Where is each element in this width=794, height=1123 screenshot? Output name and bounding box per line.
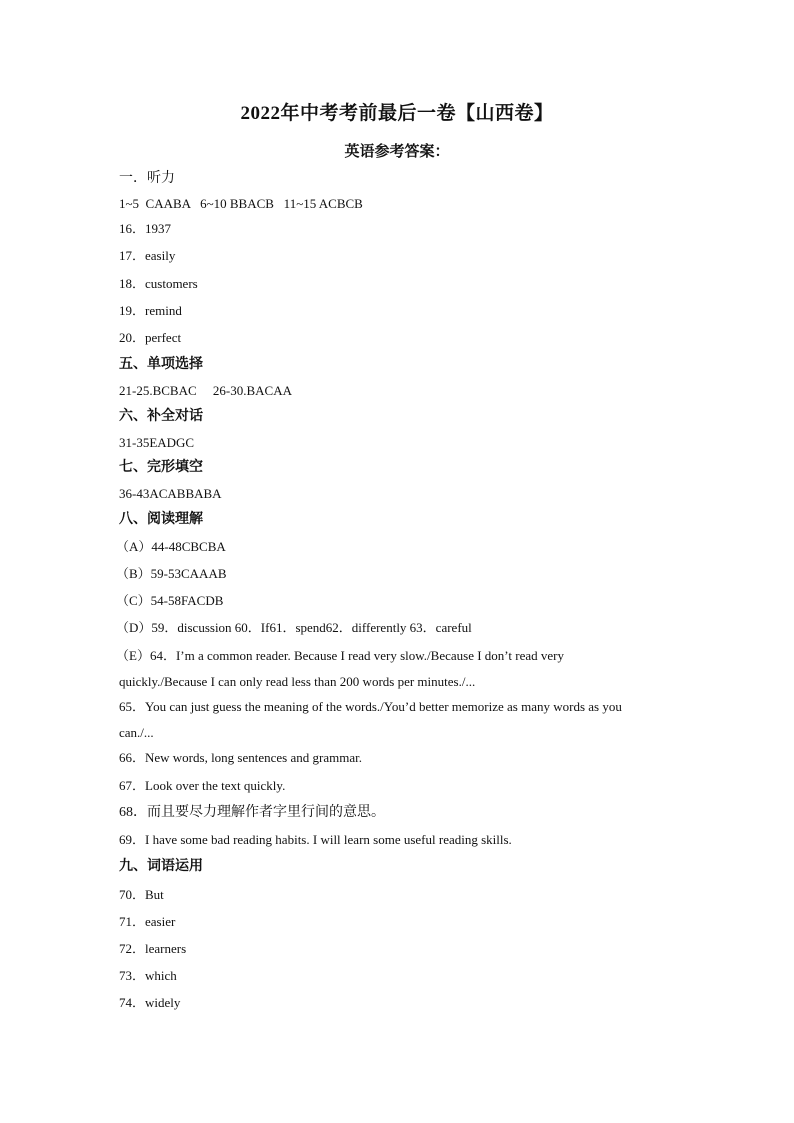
- answer-line: 36-43ACABBABA: [119, 486, 222, 501]
- answer-line: 16．1937: [119, 221, 172, 236]
- section-heading-reading: 八、阅读理解: [119, 512, 203, 527]
- section-heading-single-choice: 五、单项选择: [119, 357, 203, 372]
- answer-line: 21-25.BCBAC 26-30.BACAA: [119, 383, 292, 398]
- answer-line: 68．而且要尽力理解作者字里行间的意思。: [119, 805, 385, 820]
- answer-line: 17．easily: [119, 248, 176, 263]
- answer-line: 31-35EADGC: [119, 435, 195, 450]
- answer-line: can./...: [119, 725, 154, 740]
- answer-line: 18．customers: [119, 276, 198, 291]
- section-heading-listening: 一．听力: [119, 171, 175, 186]
- answer-line: 20．perfect: [119, 330, 182, 345]
- answer-line: quickly./Because I can only read less than 200 words per minutes./...: [119, 674, 476, 689]
- answer-line: 69．I have some bad reading habits. I will learn some useful reading skills.: [119, 832, 512, 847]
- answer-line: 74．widely: [119, 995, 181, 1010]
- answer-line: 70．But: [119, 887, 164, 902]
- answer-line: （A）44-48CBCBA: [116, 539, 226, 554]
- answer-line: 67．Look over the text quickly.: [119, 778, 286, 793]
- section-heading-word-usage: 九、词语运用: [119, 859, 203, 874]
- answer-line: （E）64．I’m a common reader. Because I read very slow./Because I don’t read very: [116, 648, 564, 663]
- answer-line: 71．easier: [119, 914, 176, 929]
- answer-line: （B）59-53CAAAB: [116, 566, 227, 581]
- answer-line: （C）54-58FACDB: [116, 593, 224, 608]
- answer-line: 73．which: [119, 968, 177, 983]
- document-title: 2022年中考考前最后一卷【山西卷】: [240, 103, 554, 124]
- section-heading-cloze: 七、完形填空: [119, 460, 203, 475]
- answer-line: 65．You can just guess the meaning of the words./You’d better memorize as many words as you: [119, 699, 622, 714]
- answer-line: 1~5 CAABA 6~10 BBACB 11~15 ACBCB: [119, 196, 363, 211]
- document-subtitle: 英语参考答案：: [344, 144, 450, 160]
- answer-line: 66．New words, long sentences and grammar.: [119, 750, 362, 765]
- answer-line: 19．remind: [119, 303, 182, 318]
- answer-line: （D）59．discussion 60．If61．spend62．differently 63．careful: [116, 620, 472, 635]
- section-heading-dialogue: 六、补全对话: [119, 409, 203, 424]
- answer-line: 72．learners: [119, 941, 187, 956]
